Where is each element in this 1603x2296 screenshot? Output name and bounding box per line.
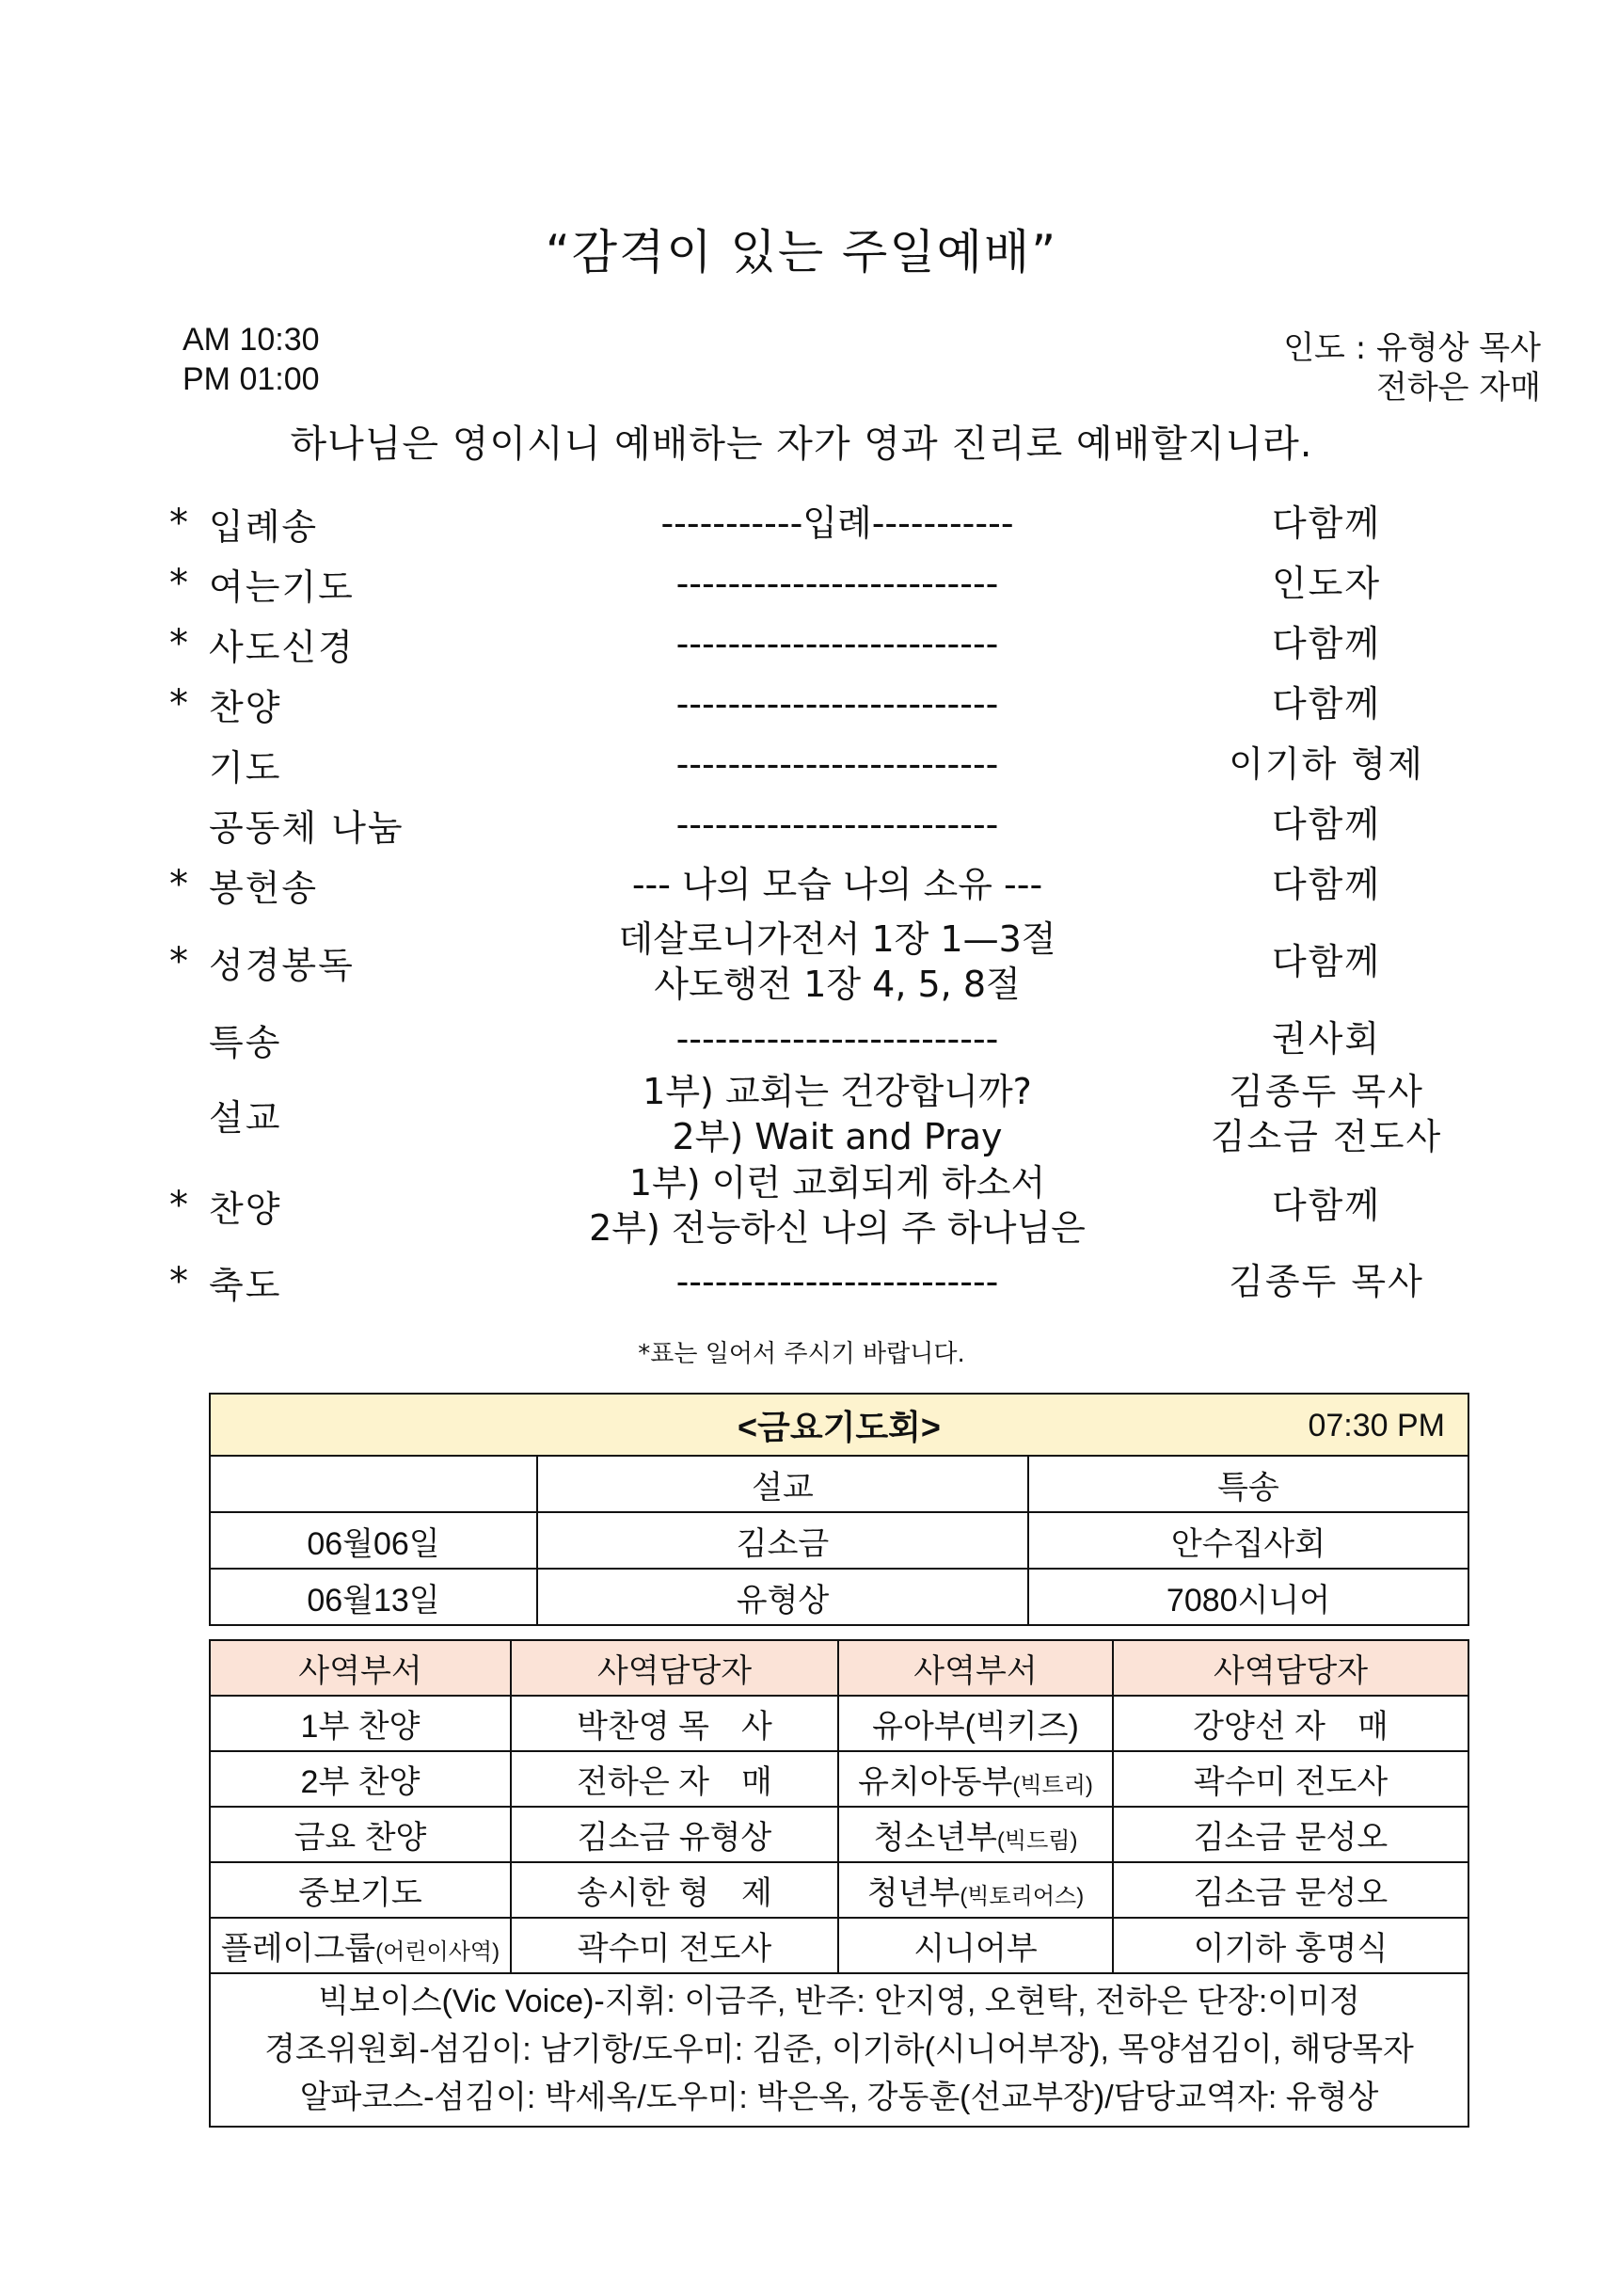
ministry-table [209, 1639, 1469, 2128]
standing-note: *표는 일어서 주시기 바랍니다. [638, 1340, 965, 1368]
special-song-cell: 안수집사회 [1028, 1512, 1468, 1569]
stand-marker: * [169, 562, 188, 605]
table-row [210, 1696, 1468, 1751]
dept-cell [210, 1751, 511, 1807]
order-row [0, 674, 1603, 734]
dept-cell [838, 1862, 1113, 1918]
scripture-verse: 하나님은 영이시니 예배하는 자가 영과 진리로 예배할지니라. [290, 423, 1313, 466]
order-row [0, 794, 1603, 854]
header-cell: 사역담당자 [511, 1640, 838, 1696]
person-cell: 곽수미 전도사 [511, 1918, 838, 1973]
dept-name: 플레이그룹 [220, 1931, 376, 1967]
stand-marker: * [169, 863, 188, 906]
dept-cell [838, 1751, 1113, 1807]
order-row [0, 553, 1603, 614]
order-item-leader: 이기하 형제 [1229, 743, 1424, 785]
order-item-name: 공동체 나눔 [209, 806, 405, 849]
order-item-leader: 다함께 [1271, 502, 1382, 544]
sermon-cell: 김소금 [537, 1512, 1028, 1569]
order-item-leader: 다함께 [1271, 623, 1382, 664]
table-header-row [210, 1640, 1468, 1696]
service-time-am: AM 10:30 [183, 322, 320, 358]
table-row [210, 1512, 1468, 1569]
stand-marker: * [169, 1184, 188, 1227]
order-item-leader: 김종두 목사 김소금 전도사 [1210, 1071, 1443, 1157]
dept-sub: (빅토리어스) [960, 1884, 1085, 1909]
person-cell: 김소금 문성오 [1113, 1807, 1468, 1862]
condolence-committee-note: 경조위원회-섬김이: 남기항/도우미: 김준, 이기하(시니어부장), 목양섬김이, 해당목자 [264, 2032, 1414, 2067]
order-item-detail: ------------------------- [675, 563, 999, 604]
dept-sub: (어린이사역) [375, 1939, 500, 1965]
table-row [210, 1918, 1468, 1973]
order-item-detail: 1부) 이런 교회되게 하소서 2부) 전능하신 나의 주 하나님은 [589, 1162, 1086, 1249]
order-item-leader: 다함께 [1271, 941, 1382, 982]
order-row [0, 614, 1603, 674]
order-item-detail: ------------------------- [675, 804, 999, 845]
table-header-row [210, 1456, 1468, 1512]
dept-name: 유치아동부 [858, 1764, 1013, 1800]
order-item-leader: 인도자 [1271, 563, 1382, 604]
order-item-detail: ------------------------- [675, 743, 999, 785]
person-cell: 곽수미 전도사 [1113, 1751, 1468, 1807]
person-cell: 이기하 홍명식 [1113, 1918, 1468, 1973]
order-item-leader: 권사회 [1271, 1018, 1382, 1060]
stand-marker [169, 1009, 198, 1069]
table-row [210, 1751, 1468, 1807]
person-cell: 강양선 자 매 [1113, 1696, 1468, 1751]
sermon-cell: 유형상 [537, 1569, 1028, 1625]
stand-marker [169, 734, 198, 794]
table-row [210, 1807, 1468, 1862]
order-item-leader: 다함께 [1271, 804, 1382, 845]
stand-marker: * [169, 502, 188, 545]
leader-line-2: 전하은 자매 [1375, 369, 1541, 407]
order-item-detail: -----------입례----------- [660, 502, 1014, 544]
order-row [0, 854, 1603, 915]
header-cell: 설교 [537, 1456, 1028, 1512]
order-item-detail: 데살로니가전서 1장 1—3절 사도행전 1장 4, 5, 8절 [618, 918, 1056, 1005]
order-item-detail: ------------------------- [675, 1261, 999, 1302]
order-item-leader: 김종두 목사 [1229, 1261, 1424, 1302]
person-cell: 김소금 유형상 [511, 1807, 838, 1862]
stand-marker: * [169, 940, 188, 983]
table-row [210, 1569, 1468, 1625]
order-row [0, 493, 1603, 553]
order-item-detail: --- 나의 모습 나의 소유 --- [631, 864, 1043, 905]
order-item-name: 설교 [209, 1096, 282, 1139]
friday-time: 07:30 PM [1308, 1408, 1445, 1443]
dept-name: 중보기도 [298, 1875, 422, 1911]
friday-title: <금요기도회> [738, 1407, 941, 1446]
header-cell: 사역담당자 [1113, 1640, 1468, 1696]
alpha-course-note: 알파코스-섬김이: 박세옥/도우미: 박은옥, 강동훈(선교부장)/담당교역자: 유형상 [299, 2080, 1379, 2115]
order-row [0, 1069, 1603, 1159]
stand-marker: * [169, 1260, 188, 1303]
friday-table-header [210, 1394, 1468, 1456]
dept-name: 유아부(빅키즈) [872, 1709, 1079, 1745]
date-cell: 06월06일 [210, 1512, 537, 1569]
page-title: “감격이 있는 주일예배” [545, 225, 1058, 279]
dept-cell [210, 1696, 511, 1751]
header-cell: 사역부서 [838, 1640, 1113, 1696]
order-item-leader: 다함께 [1271, 683, 1382, 725]
order-item-leader: 다함께 [1271, 1185, 1382, 1226]
dept-name: 시니어부 [913, 1931, 1038, 1967]
stand-marker: * [169, 622, 188, 665]
person-cell: 전하은 자 매 [511, 1751, 838, 1807]
order-item-detail: ------------------------- [675, 623, 999, 664]
order-item-name: 찬양 [209, 686, 282, 728]
special-song-cell: 7080시니어 [1028, 1569, 1468, 1625]
dept-cell [210, 1918, 511, 1973]
person-cell: 김소금 문성오 [1113, 1862, 1468, 1918]
order-item-detail: 1부) 교회는 건강합니까? 2부) Wait and Pray [643, 1071, 1032, 1157]
friday-prayer-table [209, 1393, 1469, 1626]
dept-cell [210, 1807, 511, 1862]
order-item-name: 기도 [209, 746, 282, 789]
order-item-name: 찬양 [209, 1188, 282, 1230]
order-row [0, 734, 1603, 794]
order-row [0, 1159, 1603, 1252]
order-row [0, 1009, 1603, 1069]
order-item-leader: 다함께 [1271, 864, 1382, 905]
order-row [0, 1252, 1603, 1312]
header-cell [210, 1456, 537, 1512]
notes-cell [210, 1973, 1468, 2127]
order-item-name: 사도신경 [209, 626, 355, 668]
service-time-pm: PM 01:00 [183, 361, 320, 397]
person-cell: 송시한 형 제 [511, 1862, 838, 1918]
dept-name: 1부 찬양 [300, 1709, 421, 1745]
leader-line-1: 인도 : 유형상 목사 [1283, 329, 1541, 367]
choir-note: 빅보이스(Vic Voice)-지휘: 이금주, 반주: 안지영, 오현탁, 전하은 단장:이미정 [318, 1984, 1360, 2019]
header-cell: 사역부서 [210, 1640, 511, 1696]
notes-row [210, 1973, 1468, 2127]
order-item-name: 입례송 [209, 505, 319, 548]
dept-cell [210, 1862, 511, 1918]
stand-marker: * [169, 682, 188, 725]
order-item-name: 축도 [209, 1264, 282, 1306]
order-item-detail: ------------------------- [675, 683, 999, 725]
date-cell: 06월13일 [210, 1569, 537, 1625]
order-item-name: 여는기도 [209, 566, 355, 608]
dept-sub: (빅드림) [996, 1828, 1078, 1854]
dept-name: 금요 찬양 [294, 1820, 427, 1856]
dept-name: 2부 찬양 [300, 1764, 421, 1800]
stand-marker [169, 1069, 198, 1159]
order-item-name: 봉헌송 [209, 867, 319, 909]
order-item-name: 특송 [209, 1021, 282, 1063]
dept-cell [838, 1918, 1113, 1973]
dept-name: 청소년부 [873, 1820, 997, 1856]
dept-name: 청년부 [866, 1875, 960, 1911]
order-row [0, 915, 1603, 1009]
dept-cell [838, 1807, 1113, 1862]
stand-marker [169, 794, 198, 854]
dept-cell [838, 1696, 1113, 1751]
dept-sub: (빅트리) [1012, 1773, 1093, 1798]
order-item-name: 성경봉독 [209, 944, 355, 986]
header-cell: 특송 [1028, 1456, 1468, 1512]
order-item-detail: ------------------------- [675, 1018, 999, 1060]
person-cell: 박찬영 목 사 [511, 1696, 838, 1751]
table-row [210, 1862, 1468, 1918]
